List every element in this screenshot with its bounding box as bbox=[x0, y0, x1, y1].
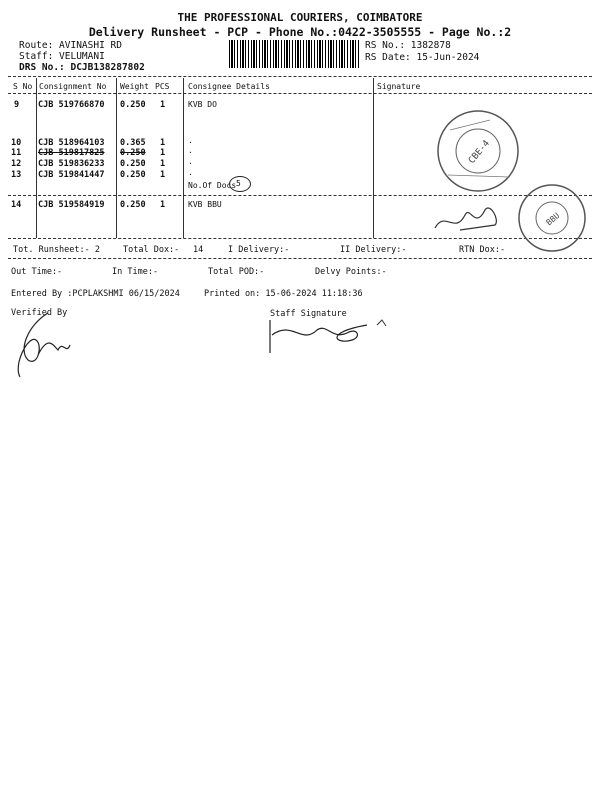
col-sno: S No bbox=[13, 82, 33, 91]
table-top-rule bbox=[8, 76, 592, 77]
verified-by-label: Verified By bbox=[11, 308, 68, 318]
out-time: Out Time:- bbox=[11, 267, 63, 277]
no-of-docs-value: 5 bbox=[236, 179, 241, 188]
col-weight: Weight bbox=[120, 82, 149, 91]
rs-date: RS Date: 15-Jun-2024 bbox=[365, 52, 480, 63]
total-pod: Total POD:- bbox=[208, 267, 265, 277]
printed-on: Printed on: 15-06-2024 11:18:36 bbox=[204, 289, 363, 299]
drs-number: DRS No.: DCJB138287802 bbox=[19, 62, 145, 73]
header-rule bbox=[8, 93, 592, 94]
rtn-dox: RTN Dox:- bbox=[459, 245, 506, 255]
staff-signature bbox=[262, 315, 392, 360]
col-consignee: Consignee Details bbox=[188, 82, 270, 91]
tot-runsheet: Tot. Runsheet:- 2 bbox=[13, 245, 100, 255]
total-dox-label: Total Dox:- bbox=[123, 245, 180, 255]
entered-by: Entered By :PCPLAKSHMI 06/15/2024 bbox=[11, 289, 180, 299]
svg-text:CBE-4: CBE-4 bbox=[466, 138, 493, 166]
rs-number: RS No.: 1382878 bbox=[365, 40, 451, 51]
barcode bbox=[229, 40, 361, 68]
bank-stamp-bbu bbox=[512, 180, 592, 255]
ii-delivery: II Delivery:- bbox=[340, 245, 407, 255]
verifier-signature bbox=[8, 305, 78, 385]
staff: Staff: VELUMANI bbox=[19, 51, 105, 62]
route: Route: AVINASHI RD bbox=[19, 40, 122, 51]
svg-text:BBU: BBU bbox=[544, 211, 562, 228]
delvy-points: Delvy Points:- bbox=[315, 267, 387, 277]
i-delivery: I Delivery:- bbox=[228, 245, 290, 255]
col-consignment: Consignment No bbox=[39, 82, 107, 91]
col-signature: Signature bbox=[377, 82, 421, 91]
total-dox-value: 14 bbox=[193, 245, 204, 255]
totals-rule bbox=[8, 258, 592, 259]
signature-scribble-1 bbox=[430, 190, 510, 240]
in-time: In Time:- bbox=[112, 267, 159, 277]
staff-signature-label: Staff Signature bbox=[270, 309, 347, 319]
no-of-docs-label: No.Of Docs bbox=[188, 181, 237, 190]
col-pcs: PCS bbox=[155, 82, 170, 91]
company-title: THE PROFESSIONAL COURIERS, COIMBATORE bbox=[177, 11, 423, 24]
runsheet-subtitle: Delivery Runsheet - PCP - Phone No.:0422-3505555 - Page No.:2 bbox=[88, 25, 512, 39]
